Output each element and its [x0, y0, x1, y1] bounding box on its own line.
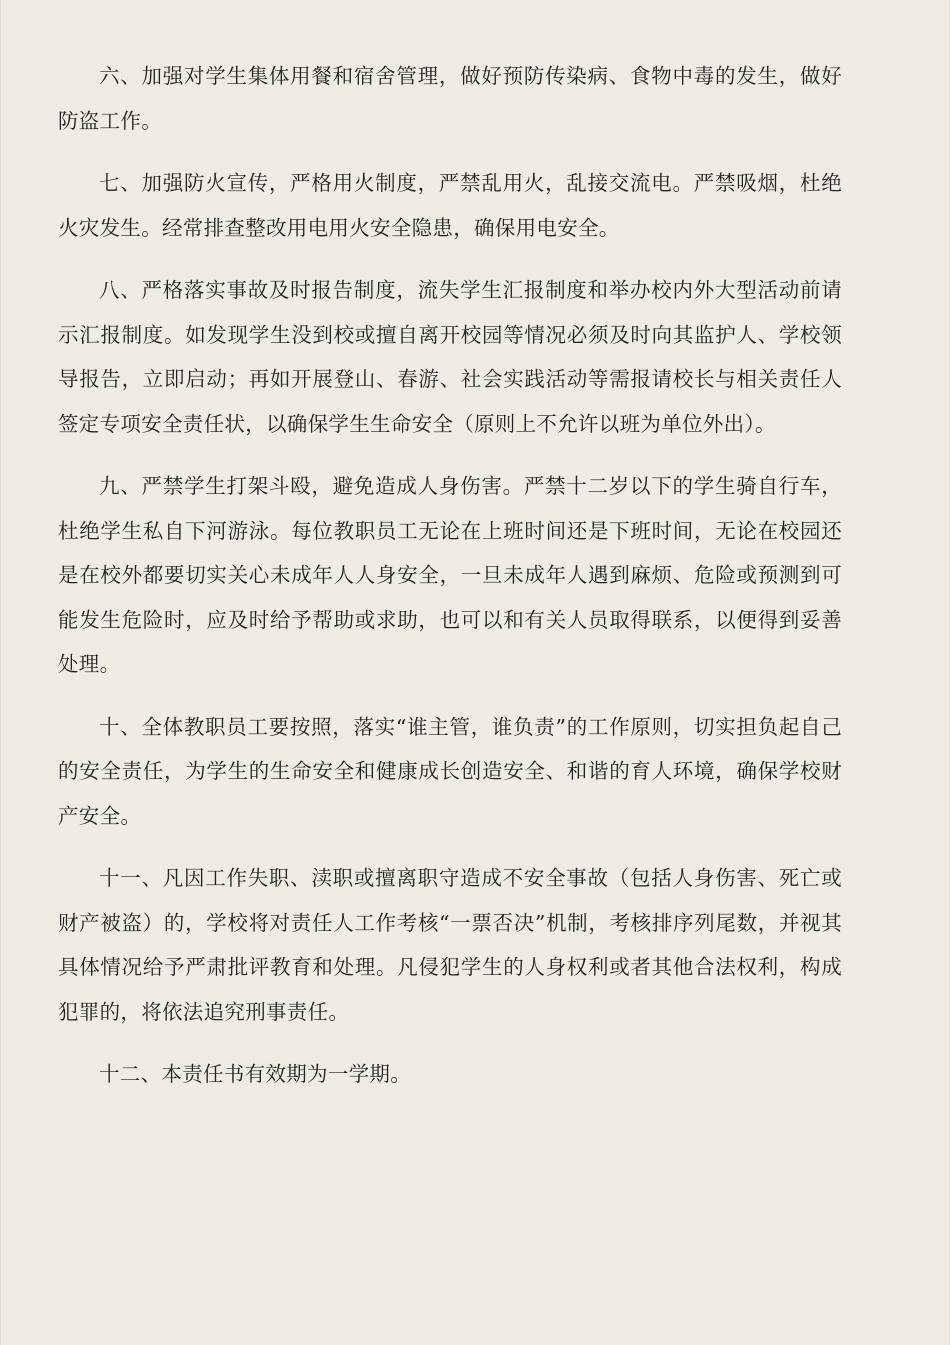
clause-12: 十二、本责任书有效期为一学期。 [99, 1062, 411, 1086]
clause-8: 八、严格落实事故及时报告制度，流失学生汇报制度和举办校内外大型活动前请示汇报制度。如发现学生没到校或擅自离开校园等情况必须及时向其监护人、学校领导报告，立即启动；再如开展登山、春游、社会实践活动等需报请校长与相关责任人签定专项安全责任状，以确保学生生命安全（原则上不允许以班为单位外出）。 [58, 278, 842, 436]
clause-11: 十一、凡因工作失职、渎职或擅离职守造成不安全事故（包括人身伤害、死亡或财产被盗）的，学校将对责任人工作考核“一票否决”机制，考核排序列尾数，并视其具体情况给予严肃批评教育和处理。凡侵犯学生的人身权利或者其他合法权利，构成犯罪的，将依法追究刑事责任。 [58, 866, 842, 1024]
clause-6: 六、加强对学生集体用餐和宿舍管理，做好预防传染病、食物中毒的发生，做好防盗工作。 [58, 64, 842, 133]
clause-10: 十、全体教职员工要按照，落实“谁主管，谁负责”的工作原则，切实担负起自己的安全责任，为学生的生命安全和健康成长创造安全、和谐的育人环境，确保学校财产安全。 [58, 714, 842, 828]
clause-9: 九、严禁学生打架斗殴，避免造成人身伤害。严禁十二岁以下的学生骑自行车，杜绝学生私自下河游泳。每位教职员工无论在上班时间还是下班时间，无论在校园还是在校外都要切实关心未成年人人身安全，一旦未成年人遇到麻烦、危险或预测到可能发生危险时，应及时给予帮助或求助，也可以和有关人员取得联系，以便得到妥善处理。 [58, 474, 842, 676]
clause-7: 七、加强防火宣传，严格用火制度，严禁乱用火，乱接交流电。严禁吸烟，杜绝火灾发生。经常排查整改用电用火安全隐患，确保用电安全。 [58, 171, 842, 240]
document-body [58, 54, 842, 1115]
